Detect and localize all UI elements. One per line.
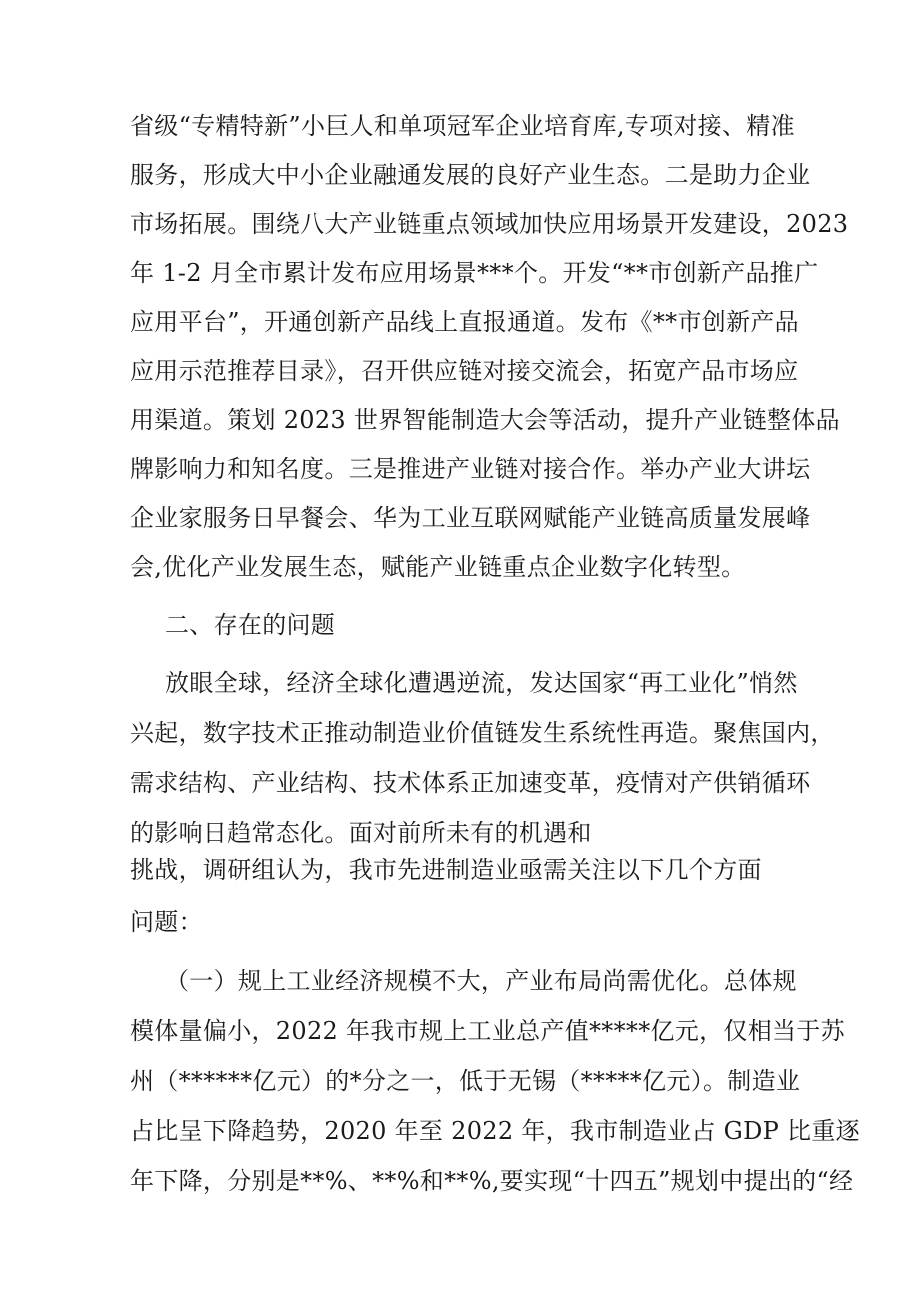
paragraph-2-line-6: 问题： (130, 908, 203, 936)
paragraph-2-line-4: 的影响日趋常态化。面对前所未有的机遇和 (130, 819, 592, 847)
section-heading: 二、存在的问题 (165, 611, 336, 639)
paragraph-3-line-4: 占比呈下降趋势，2020 年至 2022 年，我市制造业占 GDP 比重逐 (130, 1117, 860, 1145)
paragraph-1-line-4: 年 1-2 月全市累计发布应用场景***个。开发“**市创新产品推广 (130, 259, 819, 287)
paragraph-1-line-9: 企业家服务日早餐会、华为工业互联网赋能产业链高质量发展峰 (130, 504, 811, 532)
paragraph-3-line-1: （一）规上工业经济规模不大，产业布局尚需优化。总体规 (165, 967, 797, 995)
paragraph-1-line-2: 服务，形成大中小企业融通发展的良好产业生态。二是助力企业 (130, 161, 811, 189)
paragraph-1-line-3: 市场拓展。围绕八大产业链重点领域加快应用场景开发建设，2023 (130, 210, 849, 238)
paragraph-2-line-2: 兴起，数字技术正推动制造业价值链发生系统性再造。聚焦国内， (130, 719, 835, 747)
paragraph-1-line-5: 应用平台”，开通创新产品线上直报通道。发布《**市创新产品 (130, 308, 799, 336)
paragraph-1-line-10: 会,优化产业发展生态，赋能产业链重点企业数字化转型。 (130, 553, 746, 581)
paragraph-1-line-1: 省级“专精特新”小巨人和单项冠军企业培育库,专项对接、精准 (130, 112, 795, 140)
paragraph-1-line-7: 用渠道。策划 2023 世界智能制造大会等活动，提升产业链整体品 (130, 406, 840, 434)
paragraph-3-line-3: 州（******亿元）的*分之一，低于无锡（*****亿元）。制造业 (130, 1067, 801, 1095)
paragraph-2-line-3: 需求结构、产业结构、技术体系正加速变革，疫情对产供销循环 (130, 769, 811, 797)
paragraph-1-line-8: 牌影响力和知名度。三是推进产业链对接合作。举办产业大讲坛 (130, 455, 811, 483)
paragraph-1-line-6: 应用示范推荐目录》，召开供应链对接交流会，拓宽产品市场应 (130, 357, 799, 385)
paragraph-3-line-5: 年下降，分别是**%、**%和**%,要实现“十四五”规划中提出的“经 (130, 1167, 854, 1195)
paragraph-2-line-5: 挑战，调研组认为，我市先进制造业亟需关注以下几个方面 (130, 856, 762, 884)
paragraph-3-line-2: 模体量偏小，2022 年我市规上工业总产值*****亿元，仅相当于苏 (130, 1017, 845, 1045)
paragraph-2-line-1: 放眼全球，经济全球化遭遇逆流，发达国家“再工业化”悄然 (165, 669, 798, 697)
